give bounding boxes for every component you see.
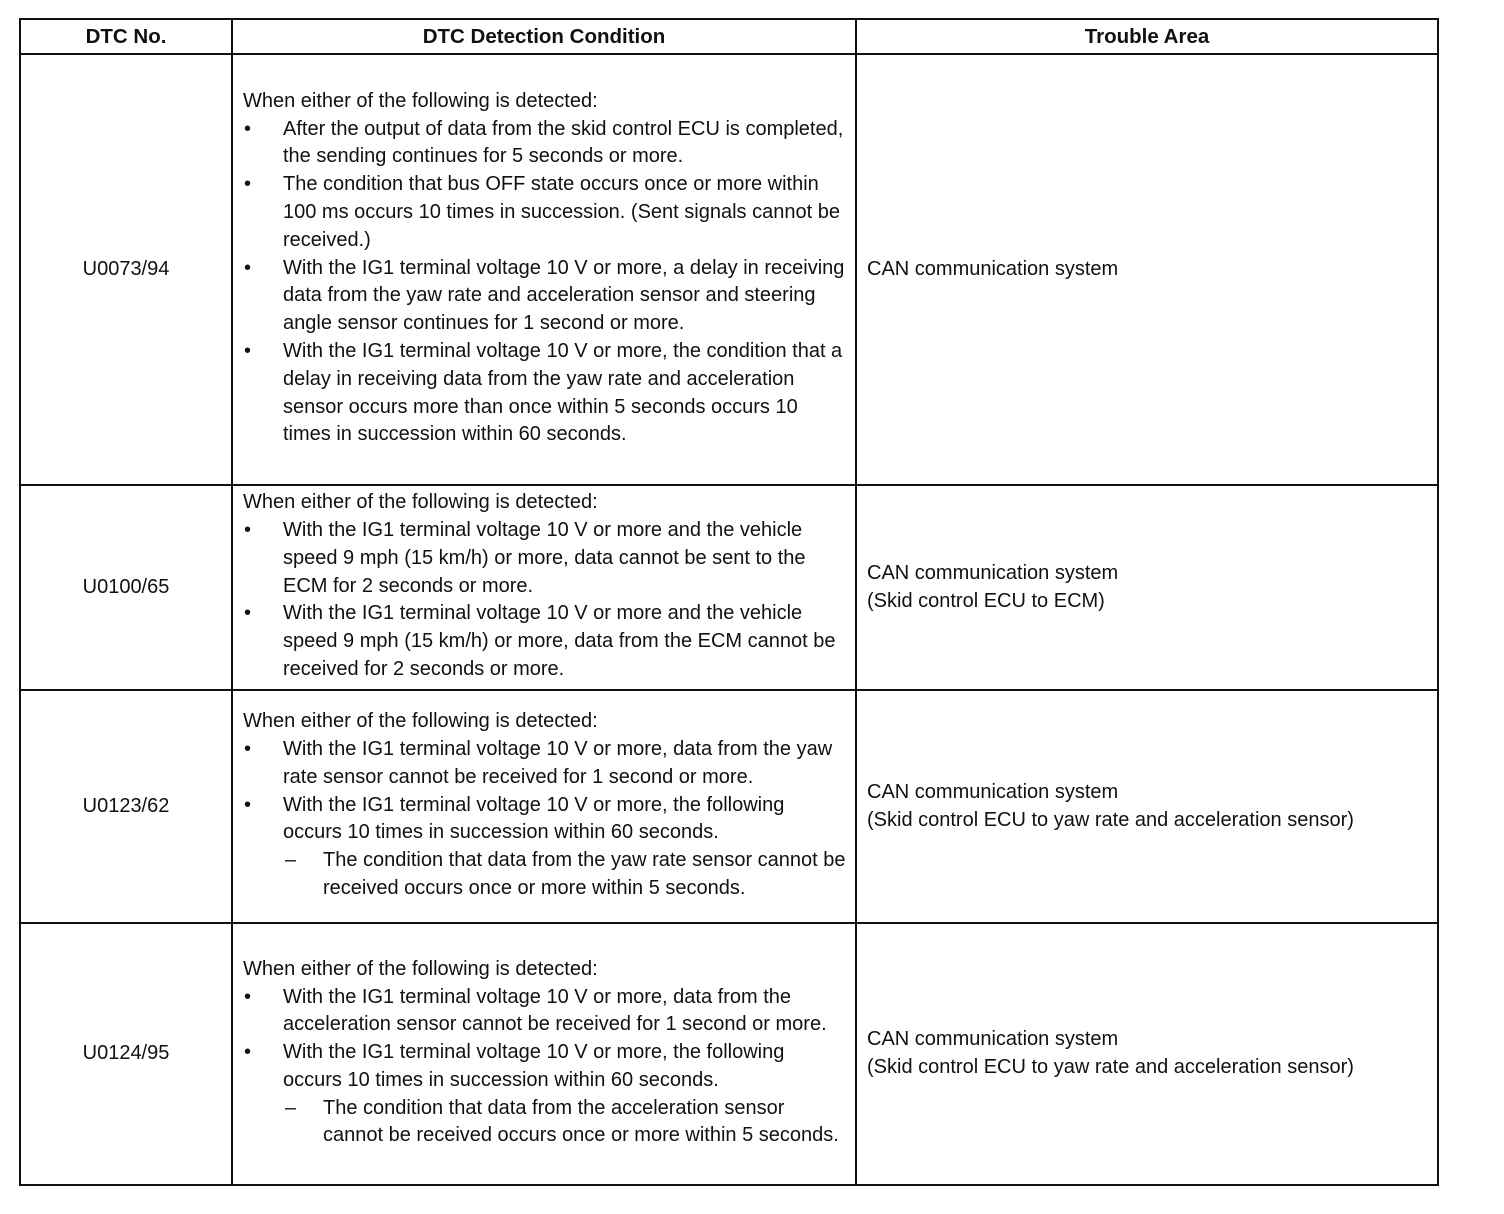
bullet-text: With the IG1 terminal voltage 10 V or more, data from the acceleration sensor cannot be received for 1 second or more. [283,985,827,1036]
trouble-area-cell [856,485,1438,690]
condition-intro: When either of the following is detected: [243,491,598,514]
table-row [20,690,1438,923]
trouble-area-line: CAN communication system [867,1028,1119,1051]
bullet-text: With the IG1 terminal voltage 10 V or more, the condition that a delay in receiving data from the yaw rate and acceleration sensor occurs more than once within 5 seconds occurs 10 times in succession within 60 seconds. [283,339,843,446]
table-body [20,54,1438,1185]
detection-condition-cell [232,485,856,690]
bullet-marker: • [244,985,252,1008]
bullet-text: With the IG1 terminal voltage 10 V or more and the vehicle speed 9 mph (15 km/h) or more, data cannot be sent to the ECM for 2 seconds or more. [283,519,806,597]
table-row [20,485,1438,690]
bullet-text: With the IG1 terminal voltage 10 V or more, data from the yaw rate sensor cannot be received for 1 second or more. [283,738,833,788]
table-row [20,923,1438,1185]
condition-bullet-item [243,1039,847,1150]
trouble-area-line: (Skid control ECU to yaw rate and acceleration sensor) [867,1056,1354,1078]
bullet-marker: • [244,256,252,279]
condition-bullet-list [243,517,847,684]
dtc-code: U0124/95 [20,923,232,1185]
bullet-text: With the IG1 terminal voltage 10 V or more and the vehicle speed 9 mph (15 km/h) or more, data from the ECM cannot be received for 2 seconds or more. [283,602,836,680]
detection-condition-cell [232,923,856,1185]
bullet-marker: • [244,519,252,541]
sub-item-text: The condition that data from the yaw rate sensor cannot be received occurs once or more within 5 seconds. [323,849,846,899]
bullet-marker: • [244,1041,252,1064]
header-detection-condition: DTC Detection Condition [232,19,856,54]
condition-bullet-list [243,736,847,903]
bullet-text: With the IG1 terminal voltage 10 V or more, the following occurs 10 times in succession within 60 seconds. [283,1041,785,1091]
sub-item-text: The condition that data from the acceleration sensor cannot be received occurs once or more within 5 seconds. [323,1096,839,1147]
detection-condition-cell [232,54,856,485]
dtc-code: U0123/62 [20,690,232,923]
header-trouble-area: Trouble Area [856,19,1438,54]
condition-sub-item [283,1095,847,1151]
dtc-table [19,18,1439,1186]
condition-bullet-item [243,338,847,449]
bullet-text: The condition that bus OFF state occurs once or more within 100 ms occurs 10 times in succession. (Sent signals cannot be received.) [283,173,840,251]
condition-sub-item [283,847,847,903]
dtc-code: U0073/94 [20,54,232,485]
trouble-area-cell [856,690,1438,923]
bullet-text: After the output of data from the skid control ECU is completed, the sending continues for 5 seconds or more. [283,117,844,168]
bullet-marker: • [244,738,252,760]
condition-bullet-item [243,116,847,172]
bullet-marker: • [244,602,252,625]
header-dtc-no: DTC No. [20,19,232,54]
header-row [20,19,1438,54]
condition-sub-list [283,847,847,903]
condition-bullet-list [243,984,847,1151]
bullet-text: With the IG1 terminal voltage 10 V or more, a delay in receiving data from the yaw rate and acceleration sensor and steering angle sensor continues for 1 second or more. [283,256,845,335]
trouble-area-cell [856,54,1438,485]
trouble-area-line: CAN communication system [867,780,1119,803]
condition-bullet-item [243,792,847,903]
table-row [20,54,1438,485]
trouble-area-line: (Skid control ECU to yaw rate and acceleration sensor) [867,808,1354,831]
bullet-marker: • [244,173,252,196]
condition-intro: When either of the following is detected: [243,89,598,112]
trouble-area-cell [856,923,1438,1185]
trouble-area-line: CAN communication system [867,257,1119,280]
dash-marker: – [285,1096,297,1119]
dash-marker: – [285,849,297,872]
bullet-marker: • [244,117,252,140]
trouble-area-line: CAN communication system [867,561,1119,584]
condition-bullet-item [243,736,847,792]
condition-bullet-list [243,116,847,450]
condition-sub-list [283,1095,847,1151]
condition-bullet-item [243,255,847,338]
condition-intro: When either of the following is detected: [243,957,598,980]
bullet-marker: • [244,339,252,362]
condition-bullet-item [243,600,847,683]
detection-condition-cell [232,690,856,923]
dtc-code: U0100/65 [20,485,232,690]
trouble-area-line: (Skid control ECU to ECM) [867,589,1105,612]
bullet-text: With the IG1 terminal voltage 10 V or more, the following occurs 10 times in succession within 60 seconds. [283,793,785,844]
condition-bullet-item [243,517,847,600]
condition-intro: When either of the following is detected: [243,710,598,733]
condition-bullet-item [243,984,847,1040]
bullet-marker: • [244,793,252,816]
condition-bullet-item [243,171,847,254]
